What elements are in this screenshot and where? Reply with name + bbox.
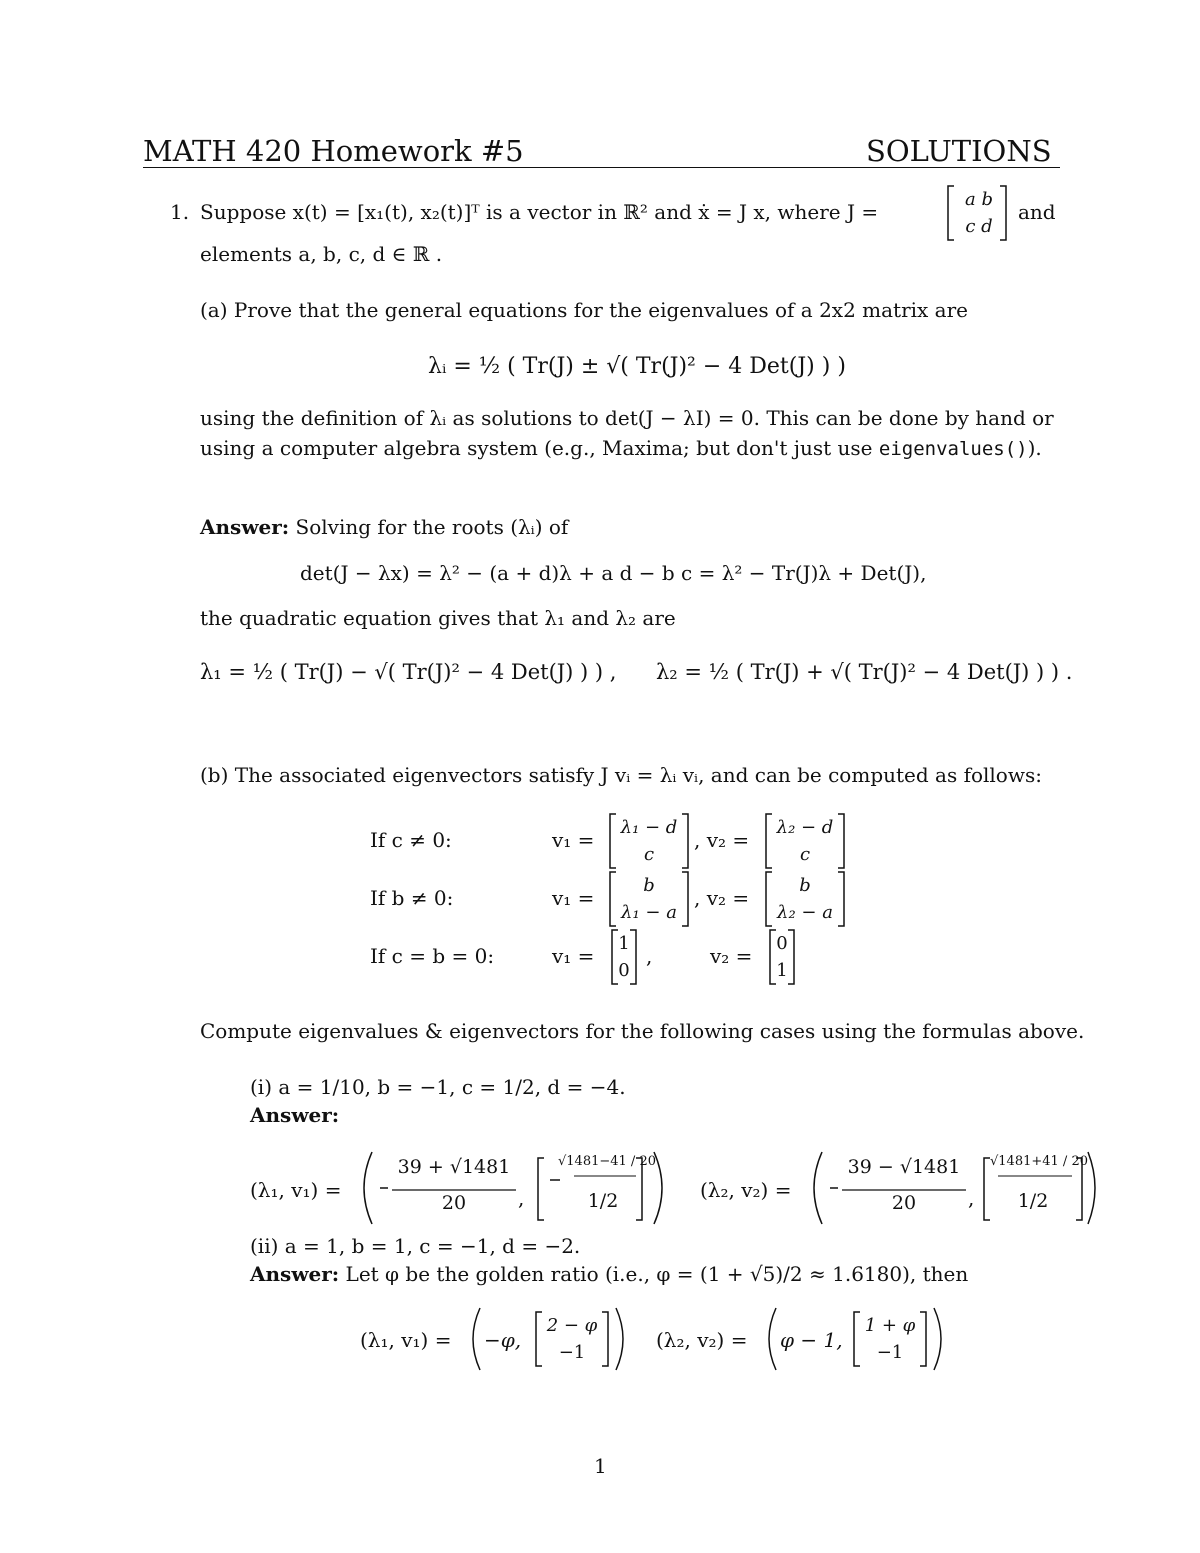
- v2-case1-top: λ₂ − d: [776, 817, 834, 838]
- case-ii-v2-bottom: −1: [876, 1342, 904, 1363]
- compute-instructions: Compute eigenvalues & eigenvectors for the following cases using the formulas above.: [200, 1019, 1085, 1043]
- case-ii-answer: Answer: Let φ be the golden ratio (i.e., φ = (1 + √5)/2 ≈ 1.6180), then: [250, 1262, 969, 1286]
- case-both-zero: If c = b = 0:: [370, 944, 495, 968]
- problem-number: 1.: [170, 200, 190, 224]
- v2-case3-bottom: 1: [776, 960, 788, 981]
- page-number: 1: [594, 1454, 607, 1478]
- v2-case2-top: b: [799, 875, 811, 896]
- case-ii-lambda2: φ − 1,: [780, 1328, 843, 1352]
- v1-case1-top: λ₁ − d: [620, 817, 678, 838]
- v1-case2-top: b: [643, 875, 655, 896]
- v1-case1-bottom: c: [643, 844, 655, 865]
- case-ii-v1-top: 2 − φ: [546, 1315, 598, 1336]
- v2-label: , v₂ =: [694, 828, 750, 852]
- determinant-equation: det(J − λx) = λ² − (a + d)λ + a d − b c = λ² − Tr(J)λ + Det(J),: [300, 561, 927, 585]
- case-ii-v1-bottom: −1: [558, 1342, 586, 1363]
- case-ii-v2-top: 1 + φ: [864, 1315, 916, 1336]
- v1-case3-bottom: 0: [618, 960, 630, 981]
- part-a-definition-line2: using a computer algebra system (e.g., Maxima; but don't just use eigenvalues()).: [200, 436, 1042, 460]
- case-i-v1-bottom: 1/2: [587, 1190, 619, 1212]
- v2-case1-bottom: c: [799, 844, 811, 865]
- eigenvalues-code: eigenvalues(): [878, 438, 1028, 460]
- quadratic-text: the quadratic equation gives that λ₁ and λ₂ are: [200, 606, 676, 630]
- case-ii-answer-label: Answer:: [250, 1262, 340, 1286]
- case-i-lambda2-denominator: 20: [891, 1192, 917, 1214]
- case-i-pair2-lhs: (λ₂, v₂) =: [700, 1178, 792, 1202]
- and-word: and: [1018, 200, 1056, 224]
- eigenvalue-formula: λᵢ = ½ ( Tr(J) ± √( Tr(J)² − 4 Det(J) ) ): [428, 354, 846, 379]
- v2-label: v₂ =: [710, 944, 753, 968]
- problem-intro-line1: Suppose x(t) = [x₁(t), x₂(t)]ᵀ is a vector in ℝ² and ẋ = J x, where J =: [200, 200, 879, 224]
- case-i-pair1-lhs: (λ₁, v₁) =: [250, 1178, 342, 1202]
- v2-case2-bottom: λ₂ − a: [777, 902, 833, 923]
- part-b-prompt: (b) The associated eigenvectors satisfy J vᵢ = λᵢ vᵢ, and can be computed as follows:: [200, 763, 1042, 787]
- v2-case3-top: 0: [776, 933, 788, 954]
- case-b-nonzero: If b ≠ 0:: [370, 886, 454, 910]
- case-i-params: (i) a = 1/10, b = −1, c = 1/2, d = −4.: [250, 1075, 626, 1099]
- case-ii-lambda1: −φ,: [484, 1328, 522, 1352]
- case-i-lambda1-numerator: 39 + √1481: [397, 1156, 511, 1178]
- case-i-answer-label: Answer:: [250, 1103, 340, 1127]
- case-i-v2-bottom: 1/2: [1017, 1190, 1049, 1212]
- case-i-lambda1-denominator: 20: [441, 1192, 467, 1214]
- problem-intro-line2: elements a, b, c, d ∈ ℝ .: [200, 242, 443, 266]
- v1-label: v₁ =: [552, 944, 595, 968]
- matrix-j-row1: a b: [965, 189, 993, 210]
- case-i-lambda2-numerator: 39 − √1481: [847, 1156, 961, 1178]
- v1-case3-top: 1: [618, 933, 630, 954]
- v1-case2-bottom: λ₁ − a: [621, 902, 677, 923]
- case-ii-pair2-lhs: (λ₂, v₂) =: [656, 1328, 748, 1352]
- lambda2-formula: λ₂ = ½ ( Tr(J) + √( Tr(J)² − 4 Det(J) ) ) .: [656, 660, 1073, 684]
- header-rule: [143, 167, 1060, 168]
- v2-label: , v₂ =: [694, 886, 750, 910]
- solutions-label: SOLUTIONS: [866, 134, 1052, 168]
- lambda1-formula: λ₁ = ½ ( Tr(J) − √( Tr(J)² − 4 Det(J) ) ) ,: [200, 660, 617, 684]
- answer-label: Answer:: [200, 515, 290, 539]
- matrix-j-row2: c d: [965, 216, 993, 237]
- v1-label: v₁ =: [552, 886, 595, 910]
- case-ii-pair1-lhs: (λ₁, v₁) =: [360, 1328, 452, 1352]
- case-i-v2-top: √1481+41 / 20: [990, 1154, 1088, 1169]
- part-a-prompt: (a) Prove that the general equations for the eigenvalues of a 2x2 matrix are: [200, 298, 968, 322]
- part-a-answer: Answer: Solving for the roots (λᵢ) of: [200, 515, 569, 539]
- case-i-v1-top: √1481−41 / 20: [558, 1154, 656, 1169]
- part-a-definition-line1: using the definition of λᵢ as solutions to det(J − λI) = 0. This can be done by hand or: [200, 406, 1054, 430]
- case-ii-params: (ii) a = 1, b = 1, c = −1, d = −2.: [250, 1234, 581, 1258]
- v1-label: v₁ =: [552, 828, 595, 852]
- case-c-nonzero: If c ≠ 0:: [370, 828, 452, 852]
- homework-title: MATH 420 Homework #5: [143, 134, 524, 168]
